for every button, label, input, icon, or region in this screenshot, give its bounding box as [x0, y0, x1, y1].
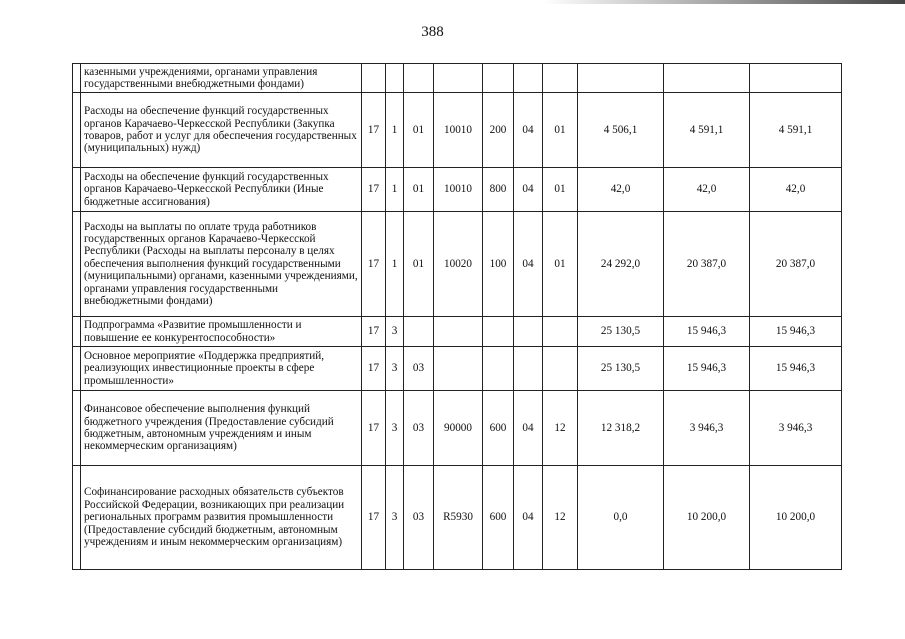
row-margin-cell — [73, 212, 81, 317]
row-description: Финансовое обеспечение выполнения функций бюджетного учреждения (Предоставление субсидий бюджетным, автономным учреждениям и иным некоммерческим организациям) — [81, 391, 362, 466]
table-row — [73, 317, 842, 347]
code-admin: 17 — [362, 466, 386, 570]
row-margin-cell — [73, 466, 81, 570]
code-subsection: 12 — [543, 466, 578, 570]
amount-year-2: 42,0 — [664, 168, 750, 212]
code-direction: 90000 — [434, 391, 483, 466]
code-main-event: 03 — [404, 347, 434, 391]
row-margin-cell — [73, 317, 81, 347]
code-admin: 17 — [362, 168, 386, 212]
amount-year-1: 4 506,1 — [578, 93, 664, 168]
code-section — [514, 64, 543, 93]
code-expense-type: 200 — [483, 93, 514, 168]
row-description: казенными учреждениями, органами управления государственными внебюджетными фондами) — [81, 64, 362, 93]
row-description: Расходы на обеспечение функций государственных органов Карачаево-Черкесской Республики (Иные бюджетные ассигнования) — [81, 168, 362, 212]
code-subsection — [543, 347, 578, 391]
code-expense-type: 800 — [483, 168, 514, 212]
code-admin: 17 — [362, 317, 386, 347]
amount-year-3: 15 946,3 — [750, 347, 842, 391]
amount-year-3: 10 200,0 — [750, 466, 842, 570]
code-expense-type: 100 — [483, 212, 514, 317]
scan-top-edge — [0, 0, 905, 4]
amount-year-1: 42,0 — [578, 168, 664, 212]
table-row — [73, 64, 842, 93]
table-row — [73, 212, 842, 317]
row-description: Основное мероприятие «Поддержка предприятий, реализующих инвестиционные проекты в сфере промышленности» — [81, 347, 362, 391]
code-direction: 10020 — [434, 212, 483, 317]
code-subsection — [543, 64, 578, 93]
code-section: 04 — [514, 391, 543, 466]
code-section — [514, 347, 543, 391]
amount-year-3: 4 591,1 — [750, 93, 842, 168]
amount-year-3: 42,0 — [750, 168, 842, 212]
amount-year-2: 10 200,0 — [664, 466, 750, 570]
code-expense-type — [483, 347, 514, 391]
code-subprogram: 1 — [386, 168, 404, 212]
code-expense-type: 600 — [483, 466, 514, 570]
code-section — [514, 317, 543, 347]
table-row — [73, 466, 842, 570]
code-admin: 17 — [362, 93, 386, 168]
code-subsection: 01 — [543, 212, 578, 317]
code-admin: 17 — [362, 347, 386, 391]
code-main-event: 01 — [404, 212, 434, 317]
table-row — [73, 168, 842, 212]
code-subprogram: 1 — [386, 93, 404, 168]
row-margin-cell — [73, 347, 81, 391]
code-admin: 17 — [362, 212, 386, 317]
row-description: Софинансирование расходных обязательств субъектов Российской Федерации, возникающих при реализации региональных программ развития промышленности (Предоставление субсидий бюджетным, автономным учреждениям и иным некоммерческим организациям) — [81, 466, 362, 570]
code-main-event: 03 — [404, 391, 434, 466]
code-section: 04 — [514, 93, 543, 168]
code-expense-type — [483, 64, 514, 93]
code-admin — [362, 64, 386, 93]
amount-year-1 — [578, 64, 664, 93]
code-section: 04 — [514, 168, 543, 212]
row-margin-cell — [73, 168, 81, 212]
code-main-event: 01 — [404, 168, 434, 212]
amount-year-3: 15 946,3 — [750, 317, 842, 347]
table-row — [73, 391, 842, 466]
amount-year-3: 20 387,0 — [750, 212, 842, 317]
amount-year-2: 15 946,3 — [664, 347, 750, 391]
row-margin-cell — [73, 93, 81, 168]
amount-year-1: 25 130,5 — [578, 317, 664, 347]
amount-year-3 — [750, 64, 842, 93]
code-direction — [434, 317, 483, 347]
row-margin-cell — [73, 391, 81, 466]
page-number: 388 — [421, 24, 444, 40]
code-main-event: 03 — [404, 466, 434, 570]
budget-table — [72, 63, 842, 570]
code-main-event: 01 — [404, 93, 434, 168]
row-description: Подпрограмма «Развитие промышленности и повышение ее конкурентоспособности» — [81, 317, 362, 347]
code-direction: 10010 — [434, 93, 483, 168]
amount-year-2: 20 387,0 — [664, 212, 750, 317]
code-subsection: 01 — [543, 168, 578, 212]
row-margin-cell — [73, 64, 81, 93]
amount-year-1: 12 318,2 — [578, 391, 664, 466]
code-main-event — [404, 64, 434, 93]
code-direction: 10010 — [434, 168, 483, 212]
row-description: Расходы на обеспечение функций государственных органов Карачаево-Черкесской Республики (Закупка товаров, работ и услуг для обеспечения государственных (муниципальных) нужд) — [81, 93, 362, 168]
code-subprogram: 3 — [386, 391, 404, 466]
code-expense-type: 600 — [483, 391, 514, 466]
amount-year-1: 0,0 — [578, 466, 664, 570]
code-expense-type — [483, 317, 514, 347]
table-row — [73, 347, 842, 391]
row-description: Расходы на выплаты по оплате труда работников государственных органов Карачаево-Черкесской Республики (Расходы на выплаты персоналу в целях обеспечения выполнения функций государственными (муниципальными) органами, казенными учреждениями, органами управления государственными внебюджетными фондами) — [81, 212, 362, 317]
amount-year-1: 24 292,0 — [578, 212, 664, 317]
code-subsection — [543, 317, 578, 347]
amount-year-3: 3 946,3 — [750, 391, 842, 466]
amount-year-2: 4 591,1 — [664, 93, 750, 168]
amount-year-2: 3 946,3 — [664, 391, 750, 466]
code-subsection: 01 — [543, 93, 578, 168]
code-section: 04 — [514, 466, 543, 570]
code-direction: R5930 — [434, 466, 483, 570]
amount-year-2: 15 946,3 — [664, 317, 750, 347]
amount-year-2 — [664, 64, 750, 93]
code-subprogram: 1 — [386, 212, 404, 317]
code-subprogram — [386, 64, 404, 93]
amount-year-1: 25 130,5 — [578, 347, 664, 391]
code-direction — [434, 64, 483, 93]
code-section: 04 — [514, 212, 543, 317]
code-admin: 17 — [362, 391, 386, 466]
table-row — [73, 93, 842, 168]
code-subprogram: 3 — [386, 317, 404, 347]
code-direction — [434, 347, 483, 391]
code-subprogram: 3 — [386, 466, 404, 570]
code-subsection: 12 — [543, 391, 578, 466]
code-main-event — [404, 317, 434, 347]
code-subprogram: 3 — [386, 347, 404, 391]
